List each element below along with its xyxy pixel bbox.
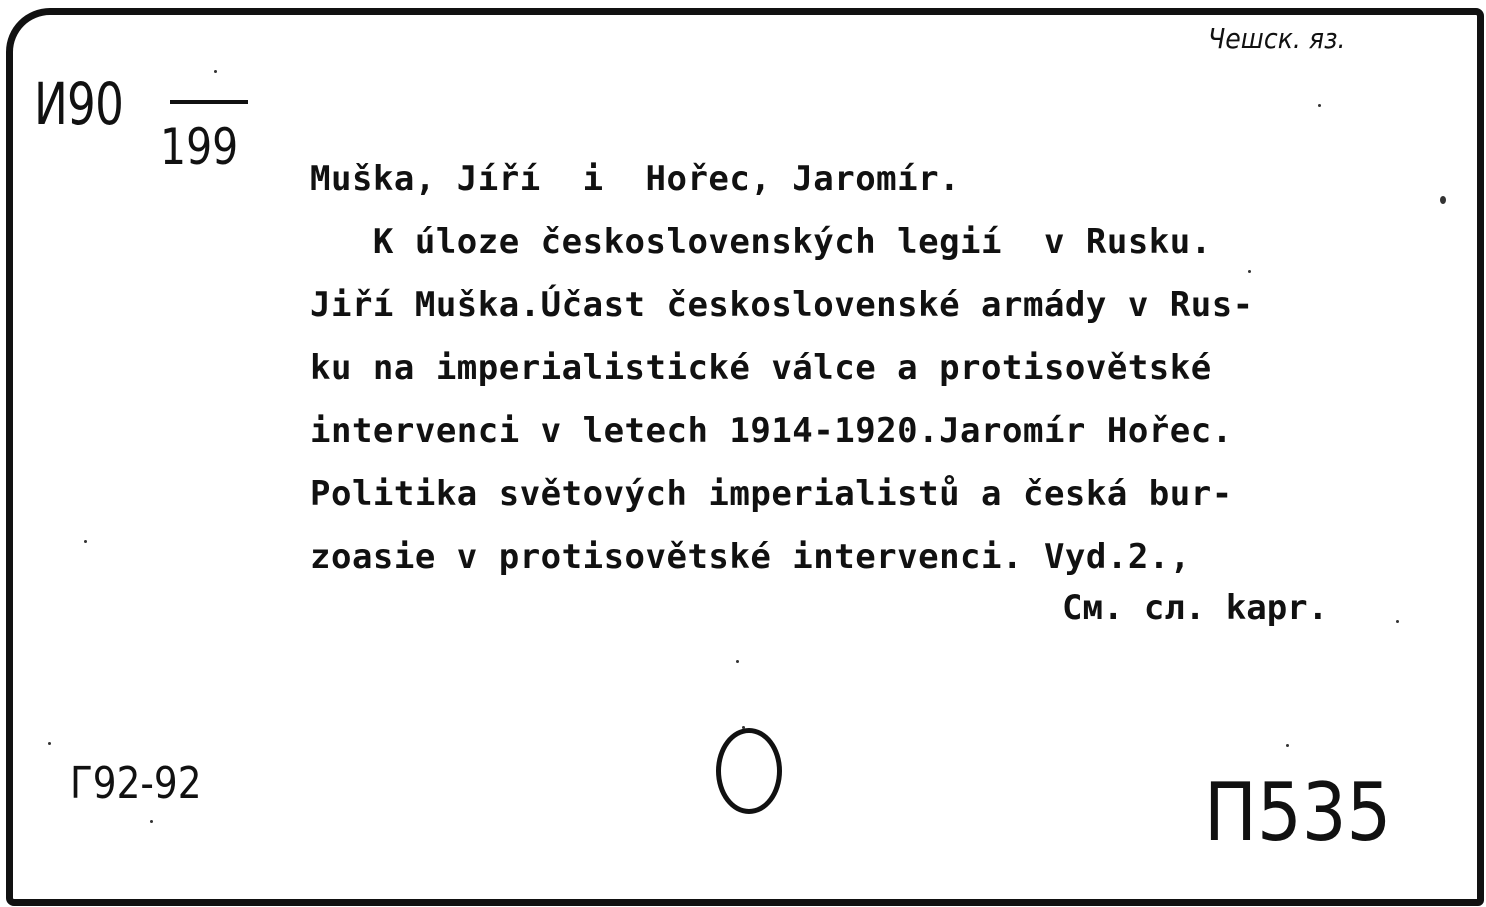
scan-speck <box>214 70 217 73</box>
entry-line: intervenci v letech 1914-1920.Jaromír Hořec. <box>310 411 1233 451</box>
inventory-number-right: П535 <box>1204 766 1392 859</box>
call-number-bottom: 199 <box>160 118 239 176</box>
scan-speck <box>736 660 739 663</box>
scan-speck <box>1248 270 1251 273</box>
scan-speck <box>48 742 51 745</box>
scan-speck <box>84 540 87 543</box>
scan-speck <box>1396 620 1399 623</box>
entry-line: Politika světových imperialistů a česká bur- <box>310 474 1233 514</box>
scan-speck <box>150 820 153 823</box>
center-mark <box>716 728 782 814</box>
entry-line: Muška, Jíří i Hořec, Jaromír. <box>310 159 961 199</box>
entry-line: ku na imperialistické válce a protisovětské <box>310 348 1212 388</box>
entry-line: zoasie v protisovětské intervenci. Vyd.2., <box>310 537 1191 577</box>
entry-line: K úloze československých legií v Rusku. <box>310 222 1212 262</box>
scan-speck <box>1440 196 1446 204</box>
cross-reference: См. сл. kapr. <box>1062 588 1329 628</box>
bibliographic-entry <box>310 148 1420 589</box>
scan-speck <box>742 726 745 729</box>
inventory-number-left: Г92-92 <box>70 758 202 809</box>
entry-line: Jiří Muška.Účast československé armády v Rus- <box>310 285 1254 325</box>
scan-speck <box>1318 104 1321 107</box>
scan-speck <box>1286 744 1289 747</box>
call-number-top: И90 <box>34 70 124 138</box>
call-number-divider <box>170 100 248 104</box>
language-note: Чешск. яз. <box>1208 22 1346 55</box>
